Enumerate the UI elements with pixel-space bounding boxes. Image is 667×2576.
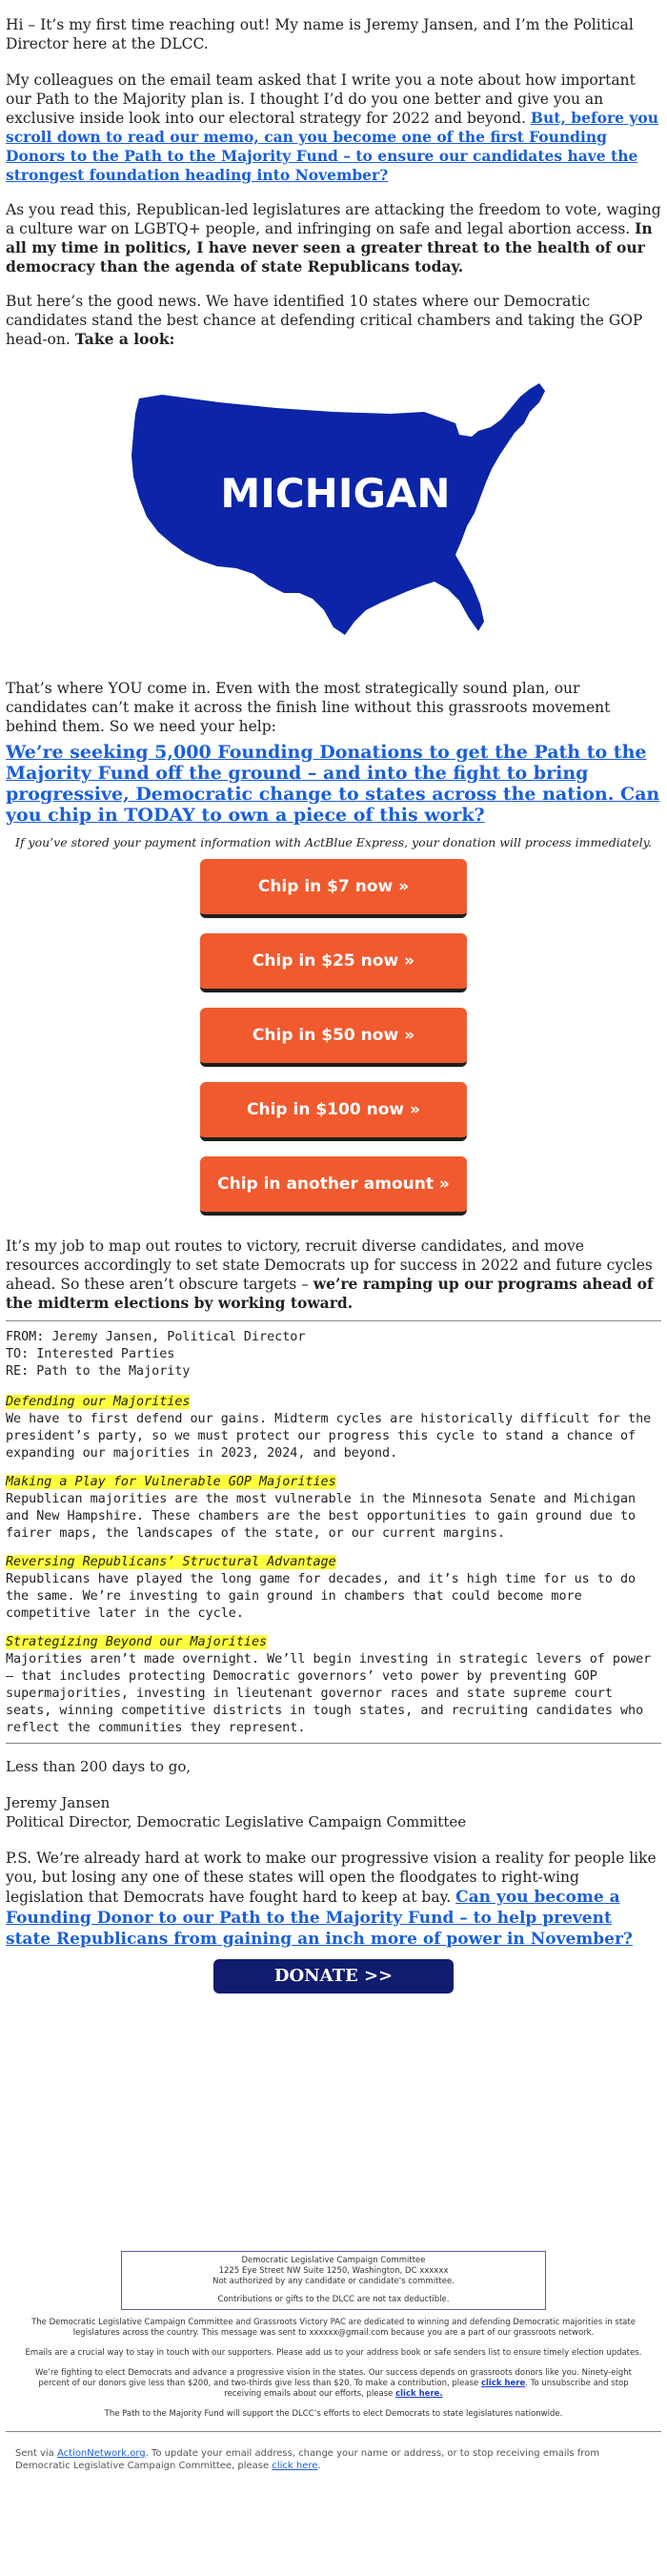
intro-paragraph-1: Hi – It’s my first time reaching out! My name is Jeremy Jansen, and I’m the Political Director here at the DLCC. (6, 16, 634, 52)
postscript-donor-link[interactable]: Can you become a Founding Donor to our Path to the Majority Fund – to help prevent state Republicans from gaining an inch more of power in November? (6, 1888, 633, 1949)
signature-title: Political Director, Democratic Legislative Campaign Committee (6, 1813, 467, 1830)
strategy-memo (6, 1329, 661, 1737)
memo-section (6, 1394, 661, 1462)
intro-paragraph-4 (6, 292, 661, 349)
founding-donations-callout (6, 742, 661, 826)
sent-via-text: Sent via (15, 2448, 57, 2459)
action-network-footer (6, 2440, 661, 2480)
memo-section-body: We have to first defend our gains. Midterm cycles are historically difficult for the president’s party, so we must protect our progress this cycle to stand a chance of expanding our majorities in 2023, 2024, and beyond. (6, 1412, 652, 1461)
memo-bottom-divider (6, 1743, 661, 1744)
chip-in-other-amount-button[interactable]: Chip in another amount » (200, 1156, 467, 1216)
footer-contribute-text (6, 2368, 661, 2400)
postscript-text: P.S. We’re already hard at work to make our progressive vision a reality for people like you, but losing any one of these states will open the floodgates to right-wing legislation that Democrats have fought hard to keep at bay. (6, 1850, 657, 1906)
chip-in-100-button[interactable]: Chip in $100 now » (200, 1082, 467, 1141)
memo-re: RE: Path to the Majority (6, 1364, 191, 1379)
footer-safe-senders-text: Emails are a crucial way to stay in touch with our supporters. Please add us to your address book or safe senders list to ensure timely election updates. (25, 2348, 642, 2358)
strategy-paragraph (6, 1237, 661, 1313)
org-name: Democratic Legislative Campaign Committee (241, 2256, 426, 2265)
memo-section (6, 1554, 661, 1623)
intro-paragraph-3-bold: In all my time in politics, I have never seen a greater threat to the health of our democracy than the agenda of state Republicans today. (6, 219, 653, 276)
footer-fund-text: The Path to the Majority Fund will support the DLCC’s efforts to elect Democrats to state legislatures nationwide. (104, 2409, 563, 2419)
memo-section-heading: Defending our Majorities (6, 1395, 191, 1409)
footer-divider (6, 2431, 661, 2432)
chip-in-50-button[interactable]: Chip in $50 now » (200, 1008, 467, 1067)
memo-section (6, 1474, 661, 1543)
manage-subscription-link[interactable]: click here (272, 2461, 318, 2471)
chip-in-7-button[interactable]: Chip in $7 now » (200, 859, 467, 918)
footer-period: . (317, 2461, 321, 2471)
donate-button[interactable]: DONATE >> (213, 1959, 454, 1993)
action-network-link[interactable]: ActionNetwork.org (56, 2448, 146, 2459)
grassroots-paragraph: That’s where YOU come in. Even with the most strategically sound plan, our candidates can’t make it across the finish line without this grassroots movement behind them. So we need your help: (6, 680, 611, 735)
us-map-graphic (105, 364, 562, 641)
memo-section-heading: Reversing Republicans’ Structural Advantage (6, 1555, 336, 1569)
memo-section-body: Republicans have played the long game for decades, and it’s high time for us to do the same. We’re investing to gain ground in chambers that could become more competitive later in the cycle. (6, 1572, 637, 1621)
donation-button-group (6, 859, 661, 1216)
closing-line: Less than 200 days to go, (6, 1758, 192, 1775)
postscript (6, 1849, 661, 1950)
memo-header (6, 1329, 661, 1380)
memo-section-heading: Making a Play for Vulnerable GOP Majorities (6, 1475, 336, 1489)
footer-contribute-copy: We’re fighting to elect Democrats and advance a progressive vision in the states. Our success depends on grassroots donors like you. Ninety-eight percent of our donors give less than $200, and two-thirds give less than $20. To make a contribution, please (35, 2368, 632, 2388)
unsubscribe-link[interactable]: click here. (395, 2389, 443, 2399)
state-name-label: MICHIGAN (220, 470, 451, 517)
memo-top-divider (6, 1320, 661, 1321)
memo-section-body: Republican majorities are the most vulnerable in the Minnesota Senate and Michigan and New Hampshire. These chambers are the best opportunities to gain ground due to fairer maps, the landscapes of the state, or our current margins. (6, 1492, 637, 1541)
signature-name: Jeremy Jansen (6, 1794, 111, 1811)
memo-from: FROM: Jeremy Jansen, Political Director (6, 1330, 306, 1344)
footer-unsubscribe-copy: . To unsubscribe and stop receiving emails about our efforts, please (224, 2379, 629, 2399)
authorization-notice: Not authorized by any candidate or candidate's committee. (212, 2277, 455, 2286)
footer-mission-text: The Democratic Legislative Campaign Committee and Grassroots Victory PAC are dedicated to winning and defending Democratic majorities in state legislatures across the country. This message was sent to xxxxxx@gmail.com because you are a part of our grassroots network. (31, 2318, 636, 2338)
founding-donations-link[interactable]: We’re seeking 5,000 Founding Donations to get the Path to the Majority Fund off the ground – and into the fight to bring progressive, Democratic change to states across the nation. Can you chip in TODAY to own a piece of this work? (6, 742, 660, 826)
actblue-express-note: If you’ve stored your payment information with ActBlue Express, your donation will process immediately. (15, 835, 652, 849)
chip-in-25-button[interactable]: Chip in $25 now » (200, 933, 467, 992)
strategy-paragraph-text: It’s my job to map out routes to victory, recruit diverse candidates, and move resources accordingly to set state Democrats up for success in 2022 and future cycles ahead. So these aren’t obscure targets – (6, 1237, 653, 1293)
strategy-paragraph-bold: we’re ramping up our programs ahead of the midterm elections by working toward. (6, 1275, 654, 1312)
memo-section (6, 1634, 661, 1737)
memo-section-heading: Strategizing Beyond our Majorities (6, 1635, 268, 1649)
us-map-svg (105, 364, 562, 641)
intro-paragraph-2 (6, 71, 661, 185)
memo-section-body: Majorities aren’t made overnight. We’ll begin investing in strategic levers of power – that includes protecting Democratic governors’ veto power by preventing GOP supermajorities, investing in lieutenant governor races and state supreme court seats, winning competitive districts in tough states, and recruiting candidates who reflect the communities they represent. (6, 1652, 652, 1735)
founding-donor-link[interactable]: But, before you scroll down to read our memo, can you become one of the first Founding Donors to the Path to the Majority Fund – to ensure our candidates have the strongest foundation heading into November? (6, 109, 658, 184)
intro-paragraph-2-text: My colleagues on the email team asked that I write you a note about how important our Path to the Majority plan is. I thought I’d do you one better and give you an exclusive inside look into our electoral strategy for 2022 and beyond. (6, 72, 636, 127)
legal-disclaimer-box (121, 2251, 546, 2310)
update-preferences-text: . To update your email address, change your name or address, or to stop receiving emails from Democratic Legislative Campaign Committee, please (15, 2448, 600, 2471)
intro-paragraph-3-text: As you read this, Republican-led legislatures are attacking the freedom to vote, waging a culture war on LGBTQ+ people, and infringing on safe and legal abortion access. (6, 201, 661, 237)
intro-paragraph-3 (6, 200, 661, 276)
contribute-link[interactable]: click here (480, 2379, 526, 2388)
take-a-look-label: Take a look: (74, 330, 175, 348)
org-address: 1225 Eye Street NW Suite 1250, Washington, DC xxxxxx (218, 2266, 449, 2276)
intro-paragraph-4-text: But here’s the good news. We have identified 10 states where our Democratic candidates stand the best chance at defending critical chambers and taking the GOP head-on. (6, 293, 643, 348)
tax-notice: Contributions or gifts to the DLCC are not tax deductible. (217, 2295, 450, 2304)
memo-to: TO: Interested Parties (6, 1347, 175, 1361)
footer-spacer (6, 1993, 661, 2251)
